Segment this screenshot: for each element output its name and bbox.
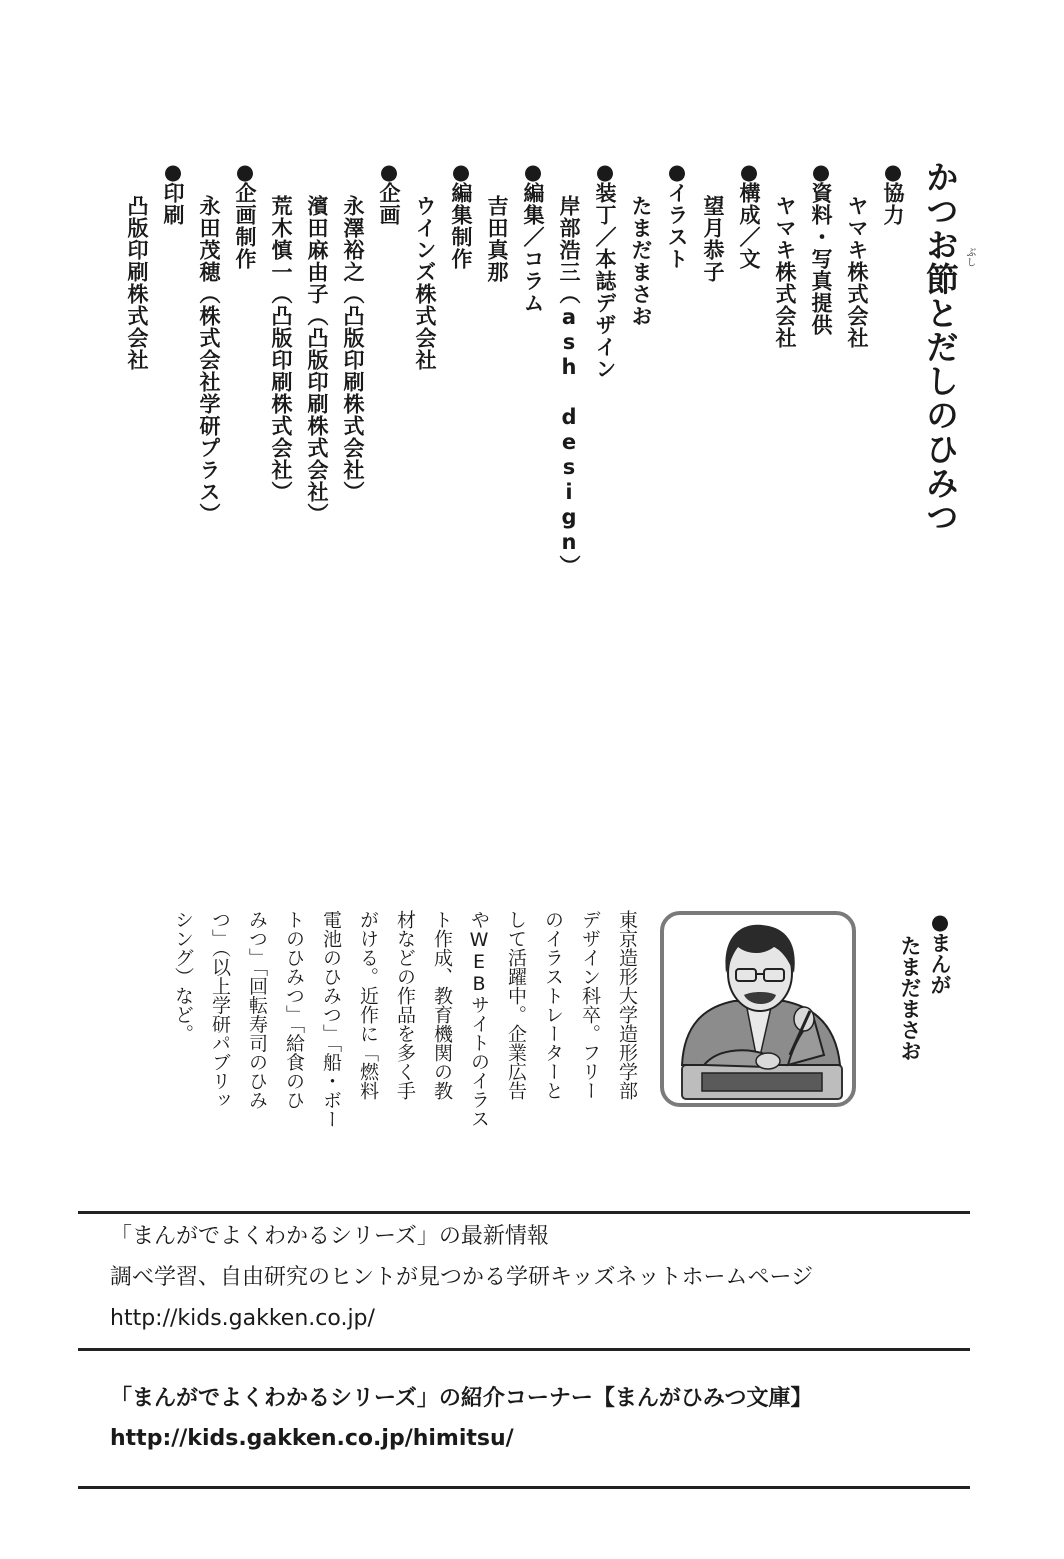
credit-name: 永澤裕之（凸版印刷株式会社） (341, 195, 365, 503)
credit-heading: ●印刷 (161, 160, 185, 226)
credit-name: 濱田麻由子（凸版印刷株式会社） (305, 195, 329, 525)
bio-line: して活躍中。企業広告 (505, 910, 527, 1100)
credit-heading: ●企画制作 (233, 160, 257, 270)
bio-line: みつ」「回転寿司のひみ (246, 910, 268, 1110)
credit-heading: ●編集／コラム (521, 160, 545, 314)
author-portrait (660, 911, 856, 1107)
credit-heading: ●装丁／本誌デザイン (593, 160, 617, 380)
credit-name: 望月恭子 (701, 195, 725, 283)
credit-name: たまだまさお (629, 195, 653, 327)
footer-url-kids[interactable]: http://kids.gakken.co.jp/ (110, 1306, 375, 1331)
credit-heading: ●資料・写真提供 (809, 160, 833, 336)
bio-line: 電池のひみつ」「船・ボー (320, 910, 342, 1129)
credit-heading: ●協力 (881, 160, 905, 226)
credit-name: ヤマキ株式会社 (845, 195, 869, 349)
credit-name: 荒木慎一（凸版印刷株式会社） (269, 195, 293, 503)
credit-heading: ●構成／文 (737, 160, 761, 270)
credit-heading: ●編集制作 (449, 160, 473, 270)
credit-name: 凸版印刷株式会社 (125, 195, 149, 371)
bio-line: トのひみつ」「給食のひ (283, 910, 305, 1110)
manga-heading: ●まんが (928, 910, 952, 995)
bio-line: デザイン科卒。フリー (579, 910, 601, 1100)
manga-author-name: たまだまさお (898, 935, 922, 1061)
author-bio (172, 910, 645, 1135)
divider-top (78, 1211, 970, 1214)
footer-line-corner: 「まんがでよくわかるシリーズ」の紹介コーナー【まんがひみつ文庫】 (110, 1386, 813, 1411)
bio-line: つ」（以上学研パブリッ (209, 910, 231, 1110)
bio-line: ト作成、教育機関の教 (431, 910, 453, 1100)
bio-line: がける。近作に「燃料 (357, 910, 379, 1100)
bio-line: のイラストレーターと (542, 910, 564, 1100)
title-ruby: ぶし (964, 247, 975, 267)
credit-name: ウインズ株式会社 (413, 195, 437, 371)
author-illustration (664, 915, 852, 1103)
bio-line: 東京造形大学造形学部 (616, 910, 638, 1100)
bio-line: シング）など。 (172, 910, 194, 1043)
footer-line-latest-info: 「まんがでよくわかるシリーズ」の最新情報 (110, 1224, 549, 1249)
bio-line: 材などの作品を多く手 (394, 910, 416, 1100)
divider-bottom (78, 1486, 970, 1489)
book-title: かつお節とだしのひみつ (921, 160, 960, 534)
divider-middle (78, 1348, 970, 1351)
credit-name: 吉田真那 (485, 195, 509, 283)
credit-name: 永田茂穂（株式会社学研プラス） (197, 195, 221, 525)
footer-url-himitsu[interactable]: http://kids.gakken.co.jp/himitsu/ (110, 1426, 514, 1451)
credit-heading: ●企画 (377, 160, 401, 226)
credit-name: ヤマキ株式会社 (773, 195, 797, 349)
bio-line: やWEBサイトのイラス (468, 910, 490, 1128)
credit-name: 岸部浩三（ash design） (557, 195, 581, 577)
credit-heading: ●イラスト (665, 160, 689, 270)
footer-line-homepage: 調べ学習、自由研究のヒントが見つかる学研キッズネットホームページ (110, 1265, 814, 1290)
